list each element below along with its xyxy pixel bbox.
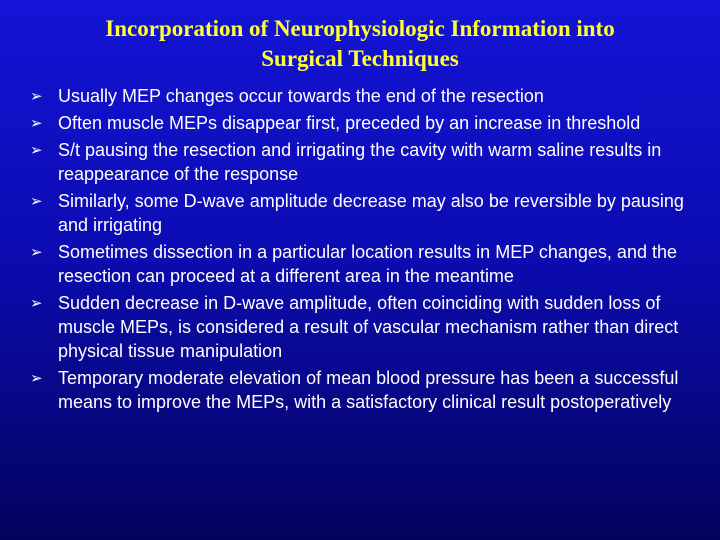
arrowhead-bullet-icon: ➢ <box>30 243 43 261</box>
slide-title-line-2: Surgical Techniques <box>261 46 459 71</box>
bullet-item <box>30 189 710 237</box>
bullet-item <box>30 240 710 288</box>
bullet-item <box>30 138 710 186</box>
arrowhead-bullet-icon: ➢ <box>30 87 43 105</box>
bullet-text: Often muscle MEPs disappear first, preceded by an increase in threshold <box>58 113 641 133</box>
bullet-item <box>30 84 710 108</box>
arrowhead-bullet-icon: ➢ <box>30 294 43 312</box>
slide-title <box>0 14 720 74</box>
arrowhead-bullet-icon: ➢ <box>30 369 43 387</box>
arrowhead-bullet-icon: ➢ <box>30 114 43 132</box>
bullet-text: Sometimes dissection in a particular location results in MEP changes, and the resection can proceed at a different area in the meantime <box>58 242 677 286</box>
arrowhead-bullet-icon: ➢ <box>30 192 43 210</box>
bullet-item <box>30 291 710 363</box>
bullet-text: Temporary moderate elevation of mean blood pressure has been a successful means to improve the MEPs, with a satisfactory clinical result postoperatively <box>58 368 679 412</box>
arrowhead-bullet-icon: ➢ <box>30 141 43 159</box>
bullet-text: S/t pausing the resection and irrigating the cavity with warm saline results in reappearance of the response <box>58 140 662 184</box>
bullet-text: Usually MEP changes occur towards the end of the resection <box>58 86 544 106</box>
bullet-item <box>30 366 710 414</box>
bullet-text: Sudden decrease in D-wave amplitude, often coinciding with sudden loss of muscle MEPs, is considered a result of vascular mechanism rather than direct physical tissue manipulation <box>58 293 679 361</box>
bullet-list <box>30 84 710 417</box>
bullet-text: Similarly, some D-wave amplitude decrease may also be reversible by pausing and irrigating <box>58 191 684 235</box>
bullet-item <box>30 111 710 135</box>
slide-title-line-1: Incorporation of Neurophysiologic Information into <box>105 16 615 41</box>
